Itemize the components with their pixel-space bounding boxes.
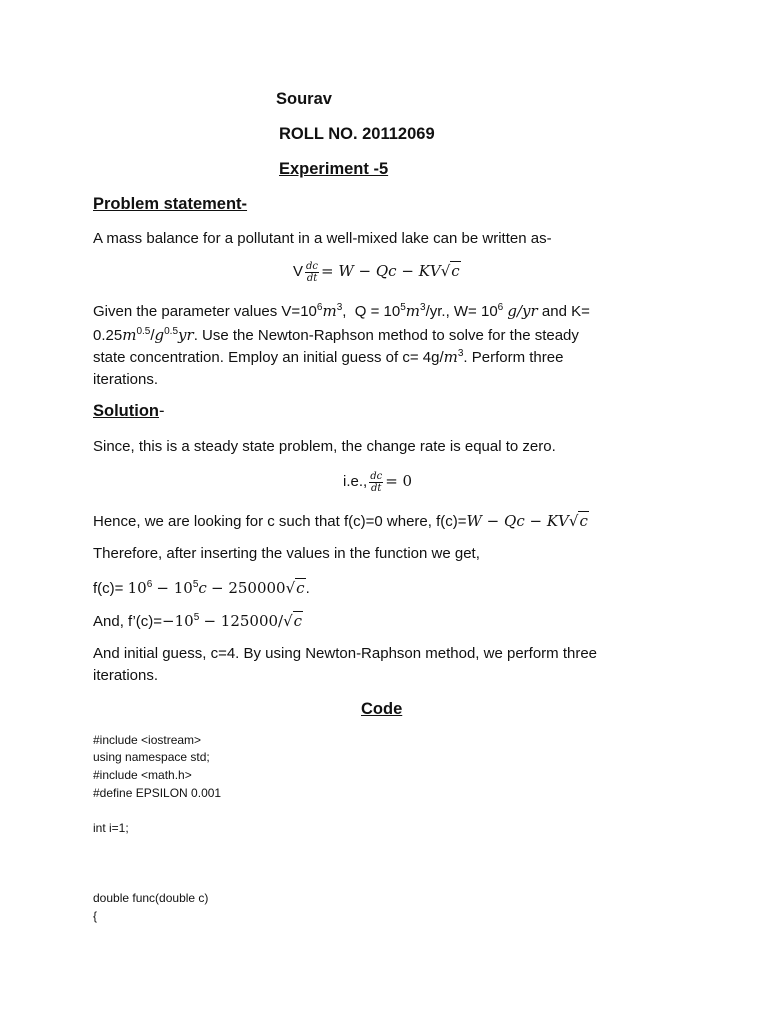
experiment-title: Experiment -5 bbox=[279, 160, 389, 178]
given-line-4: iterations. bbox=[93, 371, 159, 388]
code-line: { bbox=[93, 909, 98, 923]
problem-heading: Problem statement- bbox=[93, 195, 248, 213]
given-line-3: state concentration. Employ an initial guess of $c= 4g/m^3$. Perform three bbox=[93, 348, 564, 366]
therefore-line: Therefore, after inserting the values in the function we get, bbox=[93, 545, 480, 562]
code-line: #define EPSILON 0.001 bbox=[93, 786, 222, 800]
eq-sqrt-arg: c bbox=[451, 262, 460, 280]
steady-state-equation: i.e., $\frac{dc}{dt}$ = 0 bbox=[343, 470, 413, 494]
code-heading: Code bbox=[361, 700, 403, 718]
hence-line: Hence, we are looking for c such that f(c)=0 where, f(c)=W − Qc − KV√c bbox=[93, 512, 588, 530]
roll-number: ROLL NO. 20112069 bbox=[279, 125, 435, 143]
code-line: using namespace std; bbox=[93, 750, 210, 764]
solution-heading: Solution- bbox=[93, 402, 165, 420]
eq-numerator: dc bbox=[306, 260, 319, 272]
eq-denominator: dt bbox=[306, 272, 318, 284]
code-line: #include <iostream> bbox=[93, 733, 202, 747]
initial-guess-line-1: And initial guess, c=4. By using Newton-Raphson method, we perform three bbox=[93, 645, 598, 662]
eq-lhs: V bbox=[293, 263, 304, 280]
problem-intro: A mass balance for a pollutant in a well-mixed lake can be written as- bbox=[93, 230, 552, 247]
mass-balance-equation bbox=[293, 260, 461, 284]
given-line-2: $0.25m^{0.5}/g^{0.5}yr$. Use the Newton-Raphson method to solve for the steady bbox=[93, 326, 579, 344]
code-line: #include <math.h> bbox=[93, 768, 192, 782]
eq-fraction bbox=[305, 261, 319, 284]
function-fc: $f(c)= 10^6 - 10^5c - 250000√c$. bbox=[93, 579, 310, 597]
code-line: int i=1; bbox=[93, 821, 129, 835]
initial-guess-line-2: iterations. bbox=[93, 667, 159, 684]
solution-line-1: Since, this is a steady state problem, the change rate is equal to zero. bbox=[93, 438, 556, 455]
author-name: Sourav bbox=[276, 90, 332, 108]
code-line: double func(double c) bbox=[93, 891, 209, 905]
eq-rhs: = W − Qc − KV bbox=[321, 262, 441, 280]
function-fpc: And, $f’(c)=-10^5 - 125000/√c$ bbox=[93, 612, 303, 630]
given-line-1: Given the parameter values $V=10^6m^3$, $Q = 10^5m^3/yr$., $W= 10^6$ g/yr and K= bbox=[93, 302, 590, 320]
eq-sqrt: √c bbox=[440, 262, 460, 280]
